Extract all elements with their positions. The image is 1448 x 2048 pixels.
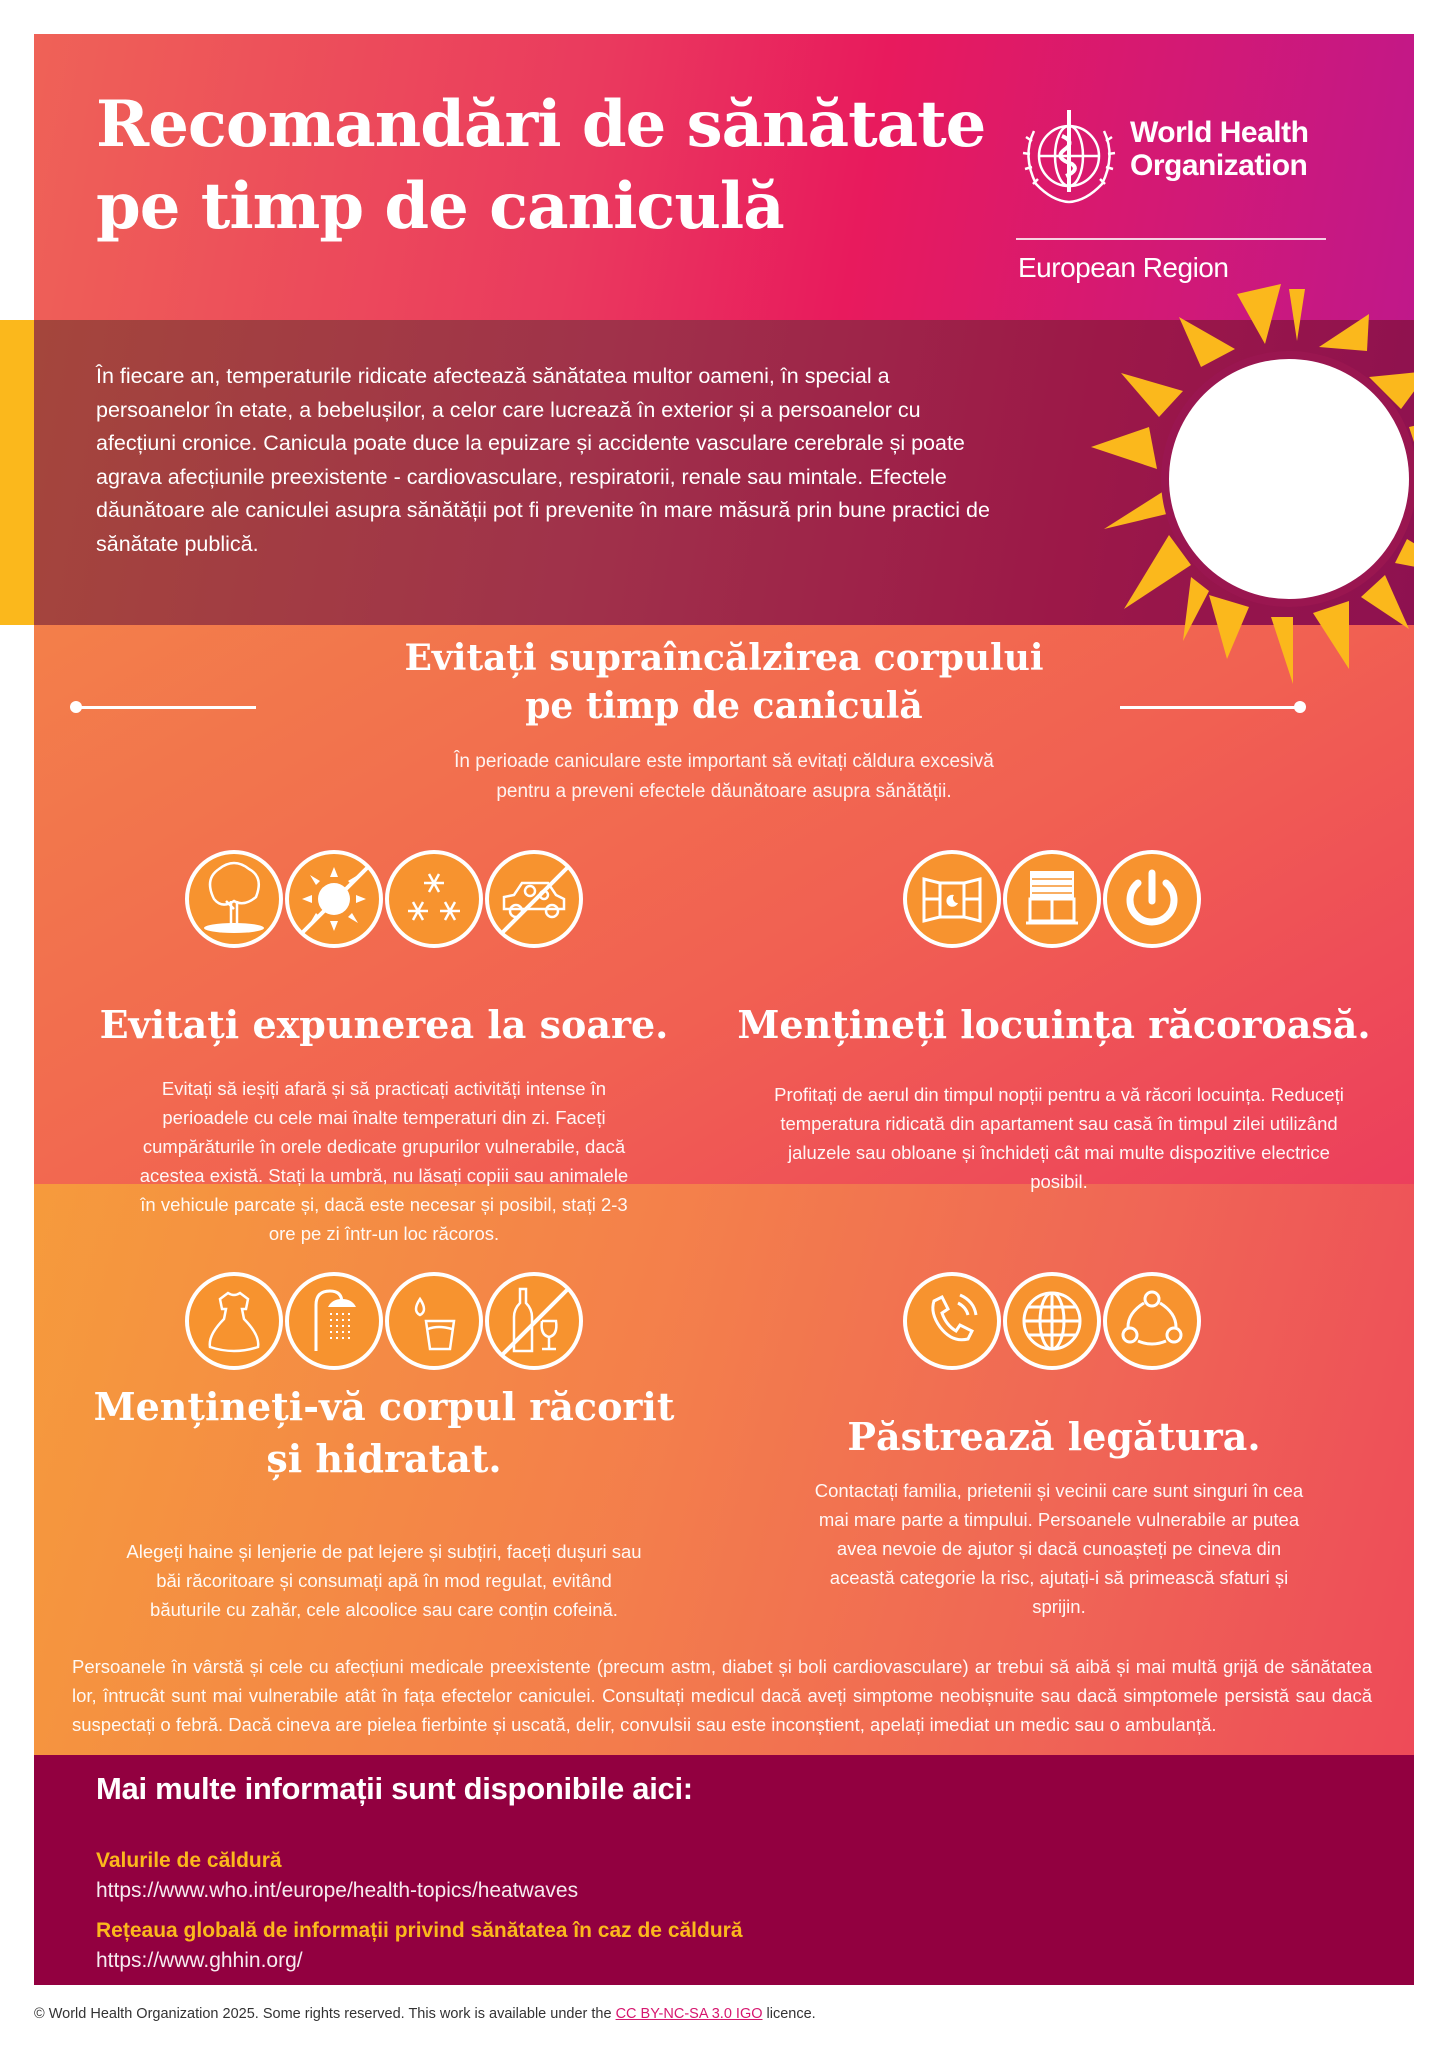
light-dress-icon [184, 1271, 284, 1371]
yellow-accent-bar [0, 320, 34, 625]
page-title [96, 84, 985, 248]
link-url-heatwaves[interactable]: https://www.who.int/europe/health-topics/heatwaves [96, 1879, 579, 1902]
link-label-heatwaves: Valurile de căldură [96, 1849, 282, 1872]
poster [34, 34, 1414, 1985]
who-name-line-2: Organization [1130, 149, 1308, 182]
card-4-icons [902, 1271, 1202, 1371]
snowflakes-icon [384, 849, 484, 949]
title-line-1: Recomandări de sănătate [96, 87, 986, 162]
title-line-2: pe timp de caniculă [96, 169, 784, 244]
who-name [1130, 116, 1308, 182]
open-window-night-icon [902, 849, 1002, 949]
card-4-text: Contactați familia, prietenii și vecinii care sunt singuri în cea mai mare parte a timpului. Persoanele vulnerabile ar putea avea nevoie de ajutor și dacă cunoașteți pe cineva din această categorie la risc, ajutați-i să primească sfaturi și sprijin. [814, 1480, 1304, 1617]
card-3-title-line-1: Mențineți-vă corpul răcorit [93, 1384, 675, 1429]
who-region: European Region [1018, 252, 1229, 283]
section-title-line-2: pe timp de caniculă [525, 685, 923, 727]
card-3-title-line-2: și hidratat. [266, 1436, 502, 1481]
medical-note: Persoanele în vârstă și cele cu afecțiuni medicale preexistente (precum astm, diabet și boli cardiovasculare) ar trebui să aibă și mai multă grijă de sănătatea lor, întrucât sunt mai vulnerabile atât în fața efectelor caniculei. Consultați medicul dacă aveți simptome neobișnuite sau dacă simptomele persistă sau dacă suspectați o febră. Dacă cineva are pielea fierbinte și uscată, delir, convulsii sau este inconștient, apelați imediat un medic sau o ambulanță. [72, 1656, 1372, 1735]
phone-call-icon [902, 1271, 1002, 1371]
card-1-title: Evitați expunerea la soare. [99, 1002, 669, 1047]
sun-icon [1084, 274, 1414, 684]
card-1-icons [184, 849, 584, 949]
no-child-in-car-icon [484, 849, 584, 949]
no-sun-icon [284, 849, 384, 949]
card-3-text: Alegeți haine și lenjerie de pat lejere și subțiri, faceți dușuri sau băi răcoritoare și consumați apă în mod regulat, evitând băuturile cu zahăr, cele alcoolice sau care conțin cofeină. [126, 1541, 642, 1620]
card-3-icons [184, 1271, 584, 1371]
license-link[interactable]: CC BY-NC-SA 3.0 IGO [615, 2006, 763, 2022]
card-1-text: Evitați să ieșiți afară și să practicați activități intense în perioadele cu cele mai înalte temperaturi din zi. Faceți cumpărăturile în orele dedicate grupurilor vulnerabile, dacă acestea există. Stați la umbră, nu lăsați copiii sau animalele în vehicule parcate și, dacă este necesar și posibil, stați 2-3 ore pe zi într-un loc răcoros. [139, 1078, 629, 1244]
who-emblem-icon [1014, 106, 1124, 206]
more-info-title: Mai multe informații sunt disponibile aici: [96, 1771, 693, 1806]
link-url-ghhin[interactable]: https://www.ghhin.org/ [96, 1949, 303, 1972]
card-4-title: Păstrează legătura. [847, 1414, 1261, 1459]
card-2-title: Mențineți locuința răcoroasă. [737, 1002, 1371, 1047]
copyright-footer [34, 2006, 816, 2022]
water-glass-icon [384, 1271, 484, 1371]
section-title-line-1: Evitați supraîncălzirea corpului [404, 637, 1044, 679]
who-name-line-1: World Health [1130, 116, 1309, 149]
card-2-text: Profitați de aerul din timpul nopții pentru a vă răcori locuința. Reduceți temperatura ridicată din apartament sau casă în timpul zilei utilizând jaluzele sau obloane și închideți cât mai multe dispozitive electrice posibil. [774, 1084, 1344, 1192]
section-title [34, 634, 1414, 730]
section-subtitle-line-2: pentru a preveni efectele dăunătoare asupra sănătății. [496, 781, 952, 802]
power-off-icon [1102, 849, 1202, 949]
tree-shade-icon [184, 849, 284, 949]
section-subtitle [34, 747, 1414, 807]
footer-text: © World Health Organization 2025. Some rights reserved. This work is available under the [34, 2006, 616, 2022]
card-3-title [74, 1381, 694, 1485]
window-blinds-icon [1002, 849, 1102, 949]
share-network-icon [1102, 1271, 1202, 1371]
who-divider [1016, 238, 1326, 240]
more-info-box [34, 1755, 1414, 1985]
intro-paragraph: În fiecare an, temperaturile ridicate afectează sănătatea multor oameni, în special a persoanelor în etate, a bebelușilor, a celor care lucrează în exterior și a persoanelor cu afecțiuni cronice. Canicula poate duce la epuizare și accidente vasculare cerebrale și poate agrava afecțiunile preexistente - cardiovasculare, respiratorii, renale sau mintale. Efectele dăunătoare ale caniculei asupra sănătății pot fi prevenite în mare măsură prin bune practici de sănătate publică. [96, 364, 990, 556]
link-label-ghhin: Rețeaua globală de informații privind sănătatea în caz de căldură [96, 1919, 743, 1942]
section-subtitle-line-1: În perioade caniculare este important să evitați căldura excesivă [454, 751, 994, 772]
shower-icon [284, 1271, 384, 1371]
footer-text-end: licence. [762, 2006, 816, 2022]
card-2-icons [902, 849, 1202, 949]
no-alcohol-icon [484, 1271, 584, 1371]
globe-icon [1002, 1271, 1102, 1371]
